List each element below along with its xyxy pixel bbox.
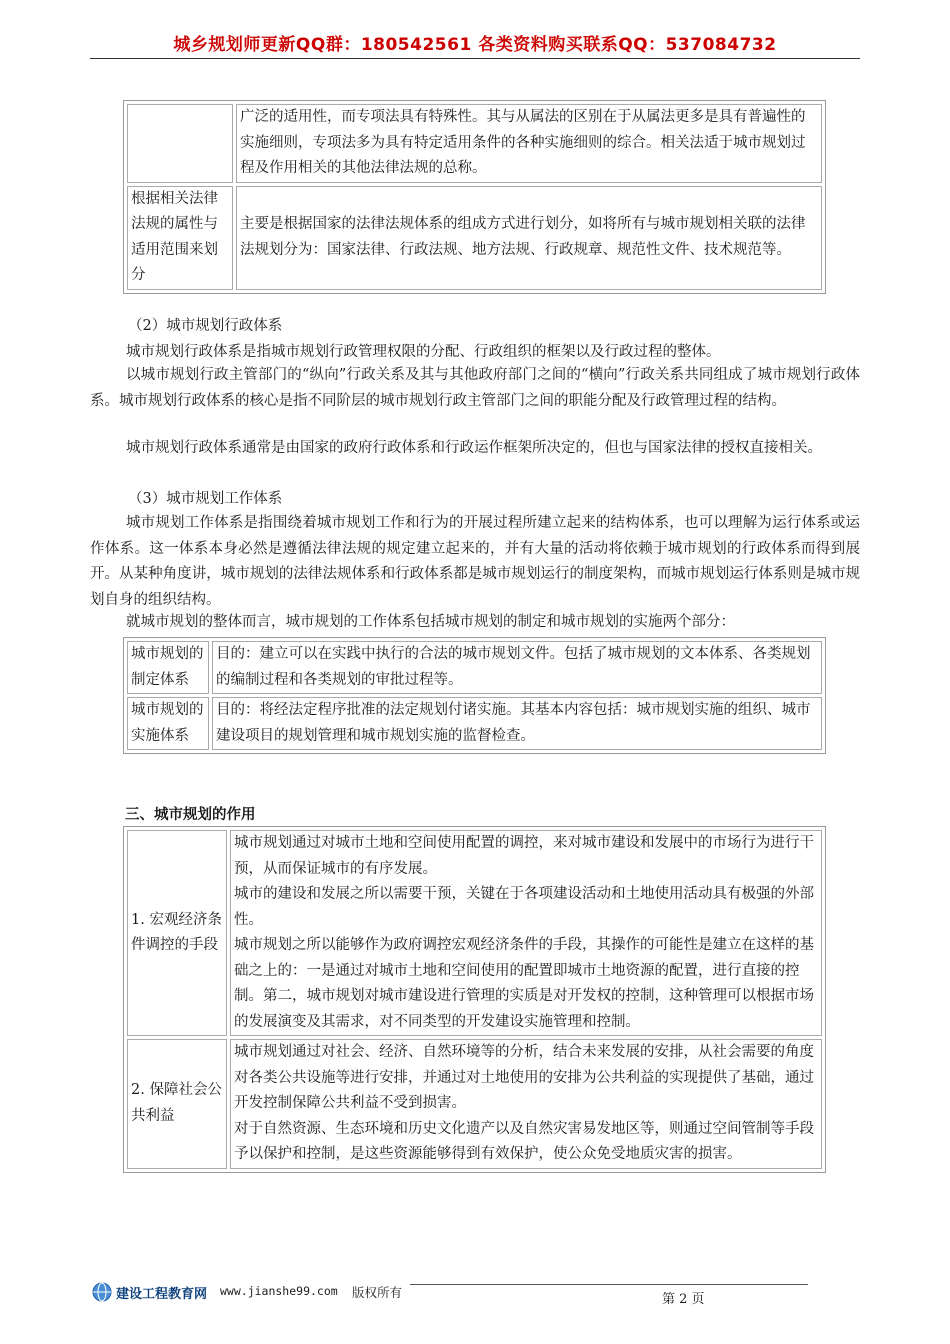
footer-divider <box>410 1284 808 1285</box>
paragraph: 以城市规划行政主管部门的“纵向”行政关系及其与其他政府部门之间的“横向”行政关系共同组成了城市规划行政体系。城市规划行政体系的核心是指不同阶层的城市规划行政主管部门之间的职能分配及行政管理过程的结构。 <box>90 367 860 409</box>
paragraph: 城市规划工作体系是指围绕着城市规划工作和行为的开展过程所建立起来的结构体系，也可以理解为运行体系或运作体系。这一体系本身必然是遵循法律法规的规定建立起来的，并有大量的活动将依赖于城市规划的行政体系而得到展开。从某种角度讲，城市规划的法律法规体系和行政体系都是城市规划运行的制度架构，而城市规划运行体系则是城市规划自身的组织结构。 <box>90 515 860 608</box>
section-heading: （2）城市规划行政体系 <box>128 318 283 334</box>
table-cell: 广泛的适用性，而专项法具有特殊性。其与从属法的区别在于从属法更多是具有普遍性的实施细则，专项法多为具有特定适用条件的各种实施细则的综合。相关法适于城市规划过程及作用相关的其他法律法规的总称。 <box>236 104 822 183</box>
table-cell: 主要是根据国家的法律法规体系的组成方式进行划分，如将所有与城市规划相关联的法律法规划分为：国家法律、行政法规、地方法规、行政规章、规范性文件、技术规范等。 <box>236 186 822 290</box>
table-row <box>127 104 822 183</box>
paragraph: 就城市规划的整体而言，城市规划的工作体系包括城市规划的制定和城市规划的实施两个部分： <box>126 614 735 630</box>
table-cell-category: 2. 保障社会公共利益 <box>127 1039 227 1169</box>
cell-paragraph: 城市规划之所以能够作为政府调控宏观经济条件的手段，其操作的可能性是建立在这样的基础之上的：一是通过对城市土地和空间使用的配置即城市土地资源的配置，进行直接的控制。第二，城市规划对城市建设进行管理的实质是对开发权的控制，这种管理可以根据市场的发展演变及其需求，对不同类型的开发建设实施管理和控制。 <box>234 937 814 1030</box>
paragraph: 城市规划行政体系是指城市规划行政管理权限的分配、行政组织的框架以及行政过程的整体。 <box>126 344 721 360</box>
footer-url-link[interactable]: www.jianshe99.com <box>220 1284 338 1298</box>
table-cell <box>230 830 822 1036</box>
header-divider <box>90 58 860 59</box>
footer-copyright: 版权所有 <box>352 1285 403 1300</box>
table-cell-category: 1. 宏观经济条件调控的手段 <box>127 830 227 1036</box>
table-row <box>127 641 822 694</box>
table-cell: 目的：建立可以在实践中执行的合法的城市规划文件。包括了城市规划的文本体系、各类规划的编制过程和各类规划的审批过程等。 <box>212 641 822 694</box>
table-cell: 目的：将经法定程序批准的法定规划付诸实施。其基本内容包括：城市规划实施的组织、城市建设项目的规划管理和城市规划实施的监督检查。 <box>212 697 822 750</box>
table-row <box>127 697 822 750</box>
paragraph: 城市规划行政体系通常是由国家的政府行政体系和行政运作框架所决定的，但也与国家法律的授权直接相关。 <box>126 440 822 456</box>
table-row <box>127 1039 822 1169</box>
section-title: 三、城市规划的作用 <box>125 807 256 823</box>
planning-role-table <box>123 826 826 1173</box>
table-cell-category: 城市规划的实施体系 <box>127 697 209 750</box>
cell-paragraph: 城市规划通过对城市土地和空间使用配置的调控，来对城市建设和发展中的市场行为进行干预，从而保证城市的有序发展。 <box>234 835 814 877</box>
legal-system-table <box>123 100 826 294</box>
header-contact-line: 城乡规划师更新QQ群：180542561 各类资料购买联系QQ：537084732 <box>173 35 777 55</box>
table-cell-empty <box>127 104 233 183</box>
section-heading: （3）城市规划工作体系 <box>128 491 283 507</box>
table-row <box>127 830 822 1036</box>
cell-paragraph: 城市规划通过对社会、经济、自然环境等的分析，结合未来发展的安排，从社会需要的角度对各类公共设施等进行安排，并通过对土地使用的安排为公共利益的实现提供了基础，通过开发控制保障公共利益不受到损害。 <box>234 1044 814 1111</box>
table-cell-category: 城市规划的制定体系 <box>127 641 209 694</box>
table-row <box>127 186 822 290</box>
table-cell <box>230 1039 822 1169</box>
globe-logo-icon <box>92 1282 112 1302</box>
cell-paragraph: 对于自然资源、生态环境和历史文化遗产以及自然灾害易发地区等，则通过空间管制等手段予以保护和控制，是这些资源能够得到有效保护，使公众免受地质灾害的损害。 <box>234 1120 814 1162</box>
page-number: 第 2 页 <box>662 1292 705 1307</box>
footer-brand: 建设工程教育网 <box>116 1287 208 1302</box>
cell-paragraph: 城市的建设和发展之所以需要干预，关键在于各项建设活动和土地使用活动具有极强的外部性。 <box>234 886 814 928</box>
table-cell-category: 根据相关法律法规的属性与适用范围来划分 <box>127 186 233 290</box>
work-system-table <box>123 637 826 754</box>
